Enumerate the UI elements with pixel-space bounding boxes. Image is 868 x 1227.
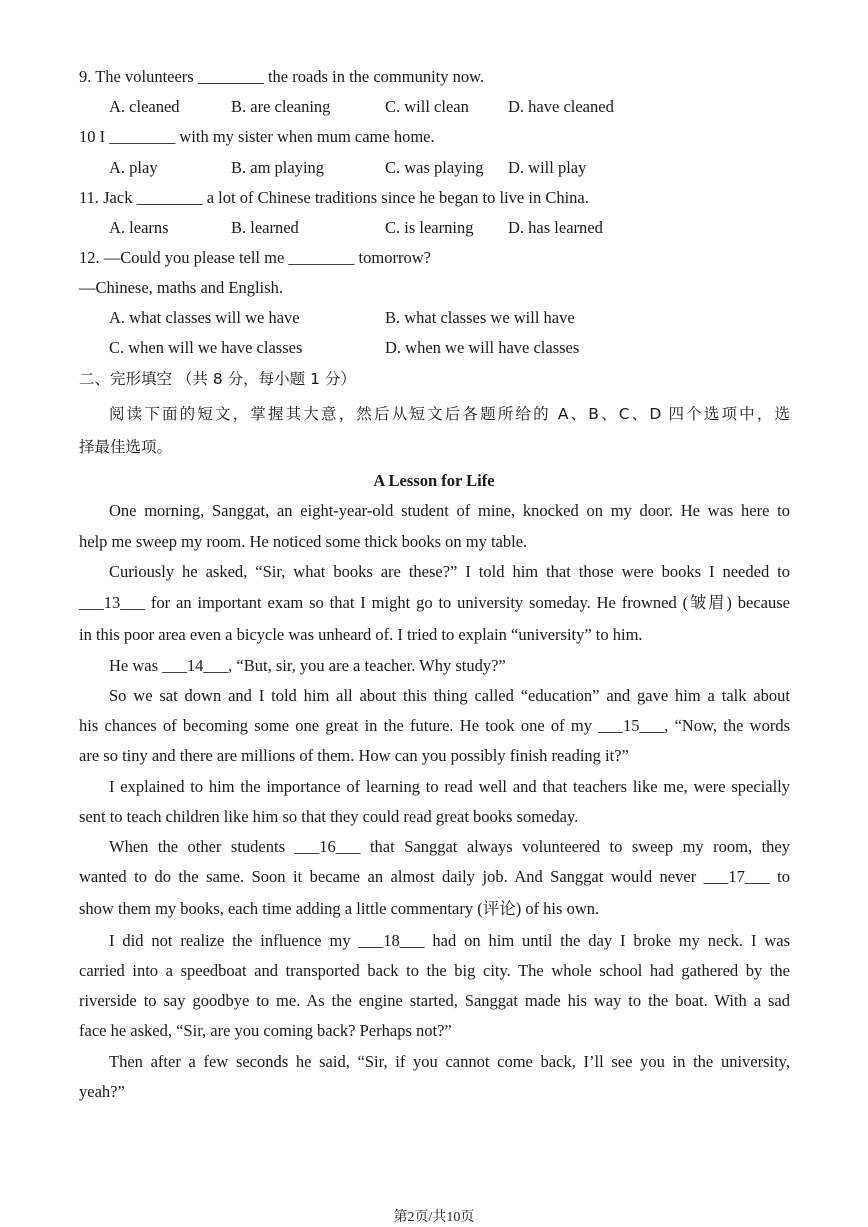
passage-title: A Lesson for Life — [373, 471, 495, 490]
passage-line: face he asked, “Sir, are you coming back? Perhaps not?” — [79, 1021, 452, 1040]
passage-line: wanted to do the same. Soon it became an almost daily job. And Sanggat would never ___17___ to — [79, 867, 790, 886]
question-12-option-d: D. when we will have classes — [385, 338, 580, 357]
question-9-option-b: B. are cleaning — [231, 97, 331, 116]
question-11-option-a: A. learns — [109, 218, 169, 237]
page-number: 第2页/共10页 — [393, 1210, 475, 1225]
question-10-stem: 10 I ________ with my sister when mum came home. — [79, 127, 435, 146]
passage-line: yeah?” — [79, 1082, 125, 1101]
passage-line: are so tiny and there are millions of them. How can you possibly finish reading it?” — [79, 746, 629, 765]
passage-line: his chances of becoming some one great in the future. He took one of my ___15___, “Now, the words — [79, 716, 790, 735]
passage-line: Then after a few seconds he said, “Sir, if you cannot come back, I’ll see you in the university, — [109, 1052, 790, 1071]
passage-line: I did not realize the influence my ___18___ had on him until the day I broke my neck. I was — [109, 931, 790, 950]
question-12-option-a: A. what classes will we have — [109, 308, 300, 327]
question-10-option-c: C. was playing — [385, 158, 484, 177]
passage-line: sent to teach children like him so that they could read great books someday. — [79, 807, 579, 826]
question-12-option-b: B. what classes we will have — [385, 308, 575, 327]
passage-line: ___13___ for an important exam so that I might go to university someday. He frowned (皱眉) because — [79, 593, 790, 612]
question-11-option-d: D. has learned — [508, 218, 603, 237]
question-9-stem: 9. The volunteers ________ the roads in the community now. — [79, 67, 485, 86]
question-9-option-c: C. will clean — [385, 97, 469, 116]
passage-line: When the other students ___16___ that Sanggat always volunteered to sweep my room, they — [109, 837, 790, 856]
question-11-stem: 11. Jack ________ a lot of Chinese traditions since he began to live in China. — [79, 188, 589, 207]
question-10-option-a: A. play — [109, 158, 158, 177]
question-10-option-d: D. will play — [508, 158, 587, 177]
passage-line: He was ___14___, “But, sir, you are a teacher. Why study?” — [109, 656, 506, 675]
question-12-stem: 12. —Could you please tell me ________ tomorrow? — [79, 248, 431, 267]
question-11-option-b: B. learned — [231, 218, 299, 237]
question-9-option-a: A. cleaned — [109, 97, 180, 116]
question-9-option-d: D. have cleaned — [508, 97, 614, 116]
passage-line: carried into a speedboat and transported back to the big city. The whole school had gathered by the — [79, 961, 790, 980]
passage-line: riverside to say goodbye to me. As the engine started, Sanggat made his way to the boat. With a sad — [79, 991, 790, 1010]
question-12-reply: —Chinese, maths and English. — [79, 278, 283, 297]
passage-line: One morning, Sanggat, an eight-year-old student of mine, knocked on my door. He was here to — [109, 501, 790, 520]
passage-line: help me sweep my room. He noticed some thick books on my table. — [79, 532, 528, 551]
passage-line: So we sat down and I told him all about this thing called “education” and gave him a talk about — [109, 686, 790, 705]
passage-line: show them my books, each time adding a little commentary (评论) of his own. — [79, 899, 600, 918]
question-12-option-c: C. when will we have classes — [109, 338, 303, 357]
section-heading: 二、完形填空 （共 8 分，每小题 1 分） — [79, 370, 356, 388]
passage-line: I explained to him the importance of learning to read well and that teachers like me, were specially — [109, 777, 790, 796]
passage-line: in this poor area even a bicycle was unheard of. I tried to explain “university” to him. — [79, 625, 643, 644]
passage-line: Curiously he asked, “Sir, what books are these?” I told him that those were books I needed to — [109, 562, 790, 581]
instruction-line-1: 阅读下面的短文，掌握其大意，然后从短文后各题所给的 A、B、C、D 四个选项中，选 — [109, 405, 790, 423]
question-11-option-c: C. is learning — [385, 218, 474, 237]
question-10-option-b: B. am playing — [231, 158, 325, 177]
instruction-line-2: 择最佳选项。 — [79, 438, 173, 456]
